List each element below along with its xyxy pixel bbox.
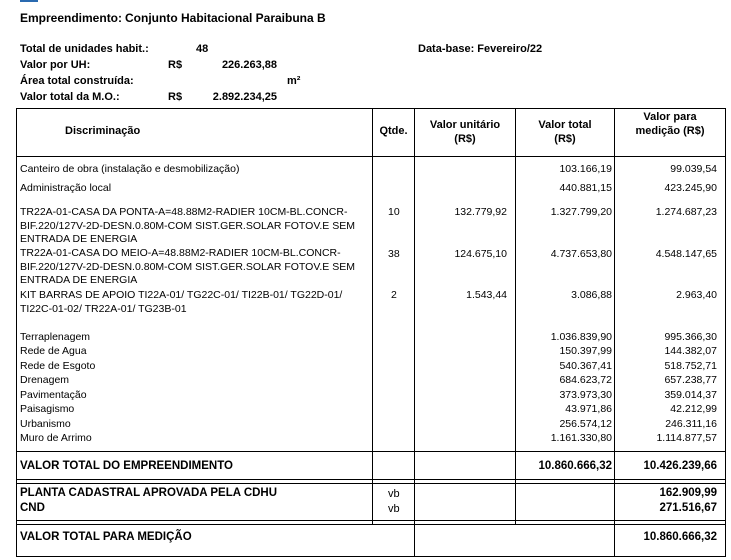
item-unit: 124.675,10 (454, 248, 507, 260)
extra-measure: 162.909,99 (659, 487, 717, 499)
item-unit: 132.779,92 (454, 206, 507, 218)
labor-total-value: 2.892.234,25 (212, 91, 277, 103)
item-qty: 10 (388, 206, 400, 218)
infra-measure: 995.366,30 (664, 331, 717, 343)
project-total-label: VALOR TOTAL DO EMPREENDIMENTO (20, 460, 233, 472)
item-desc: TR22A-01-CASA DO MEIO-A=48.88M2-RADIER 10CM-BL.CONCR-BIF.220/127V-2D-DESN.0.80M-COM SIST.GER.SOLAR FOTOV.E SEM ENTRADA DE ENERGIA (20, 247, 355, 286)
item-desc: TR22A-01-CASA DA PONTA-A=48.88M2-RADIER 10CM-BL.CONCR-BIF.220/127V-2D-DESN.0.80M-COM SIST.GER.SOLAR FOTOV.E SEM ENTRADA DE ENERGIA (20, 206, 355, 245)
units-value: 48 (196, 43, 209, 55)
item-measure: 99.039,54 (670, 163, 717, 175)
infra-desc: Muro de Arrimo (20, 432, 92, 444)
infra-desc: Rede de Esgoto (20, 360, 96, 372)
built-area-label: Área total construída: (20, 75, 134, 87)
col-header-desc: Discriminação (65, 125, 141, 137)
extra-label: CND (20, 502, 45, 514)
labor-total-label: Valor total da M.O.: (20, 91, 120, 103)
project-label: Empreendimento: (20, 11, 123, 25)
item-total: 1.327.799,20 (550, 206, 612, 218)
built-area-unit: m² (287, 75, 301, 87)
labor-total-currency: R$ (168, 91, 183, 103)
infra-total: 540.367,41 (559, 360, 612, 372)
extra-qty: vb (388, 503, 400, 515)
infra-desc: Terraplenagem (20, 331, 91, 343)
item-desc: Administração local (20, 182, 112, 194)
infra-desc: Drenagem (20, 374, 70, 386)
project-total-value: 10.860.666,32 (538, 460, 612, 472)
infra-desc: Pavimentação (20, 389, 87, 401)
item-total: 440.881,15 (559, 182, 612, 194)
value-per-unit: 226.263,88 (221, 59, 277, 71)
extra-label: PLANTA CADASTRAL APROVADA PELA CDHU (20, 487, 278, 499)
item-measure: 2.963,40 (676, 289, 717, 301)
final-total-label: VALOR TOTAL PARA MEDIÇÃO (20, 531, 192, 543)
value-per-unit-label: Valor por UH: (20, 59, 91, 71)
item-desc: Canteiro de obra (instalação e desmobilização) (20, 163, 240, 175)
item-measure: 423.245,90 (664, 182, 717, 194)
base-date: Data-base: Fevereiro/22 (418, 43, 543, 55)
infra-measure: 246.311,16 (665, 418, 717, 430)
value-per-unit-currency: R$ (168, 59, 183, 71)
infra-total: 150.397,99 (559, 345, 612, 357)
infra-measure: 518.752,71 (664, 360, 717, 372)
infra-total: 1.161.330,80 (550, 432, 612, 444)
infra-measure: 359.014,37 (664, 389, 717, 401)
infra-total: 1.036.839,90 (550, 331, 612, 343)
infra-measure: 657.238,77 (664, 374, 717, 386)
project-name: Conjunto Habitacional Paraibuna B (125, 11, 326, 25)
col-header-total: Valor total (R$) (538, 119, 592, 145)
col-header-unit: Valor unitário (R$) (429, 119, 501, 145)
infra-desc: Rede de Agua (20, 345, 87, 357)
item-qty: 2 (391, 289, 397, 301)
item-total: 3.086,88 (571, 289, 612, 301)
item-total: 103.166,19 (559, 163, 612, 175)
units-label: Total de unidades habit.: (20, 43, 149, 55)
infra-total: 373.973,30 (559, 389, 612, 401)
item-desc: KIT BARRAS DE APOIO TI22A-01/ TG22C-01/ TI22B-01/ TG22D-01/ TI22C-01-02/ TR22A-01/ TG23B-01 (20, 289, 343, 315)
infra-total: 43.971,86 (565, 403, 612, 415)
infra-measure: 1.114.877,57 (656, 432, 717, 444)
extra-qty: vb (388, 488, 400, 500)
col-header-measure: Valor para medição (R$) (635, 111, 705, 137)
final-total-measure: 10.860.666,32 (643, 531, 717, 543)
infra-total: 684.623,72 (559, 374, 612, 386)
infra-desc: Urbanismo (20, 418, 71, 430)
item-qty: 38 (388, 248, 400, 260)
project-total-measure: 10.426.239,66 (643, 460, 717, 472)
extra-measure: 271.516,67 (659, 502, 717, 514)
item-total: 4.737.653,80 (550, 248, 612, 260)
item-measure: 1.274.687,23 (655, 206, 717, 218)
col-header-qty: Qtde. (379, 125, 408, 137)
item-measure: 4.548.147,65 (655, 248, 717, 260)
infra-desc: Paisagismo (20, 403, 75, 415)
infra-total: 256.574,12 (559, 418, 612, 430)
infra-measure: 144.382,07 (664, 345, 717, 357)
item-unit: 1.543,44 (466, 289, 507, 301)
infra-measure: 42.212,99 (670, 403, 717, 415)
